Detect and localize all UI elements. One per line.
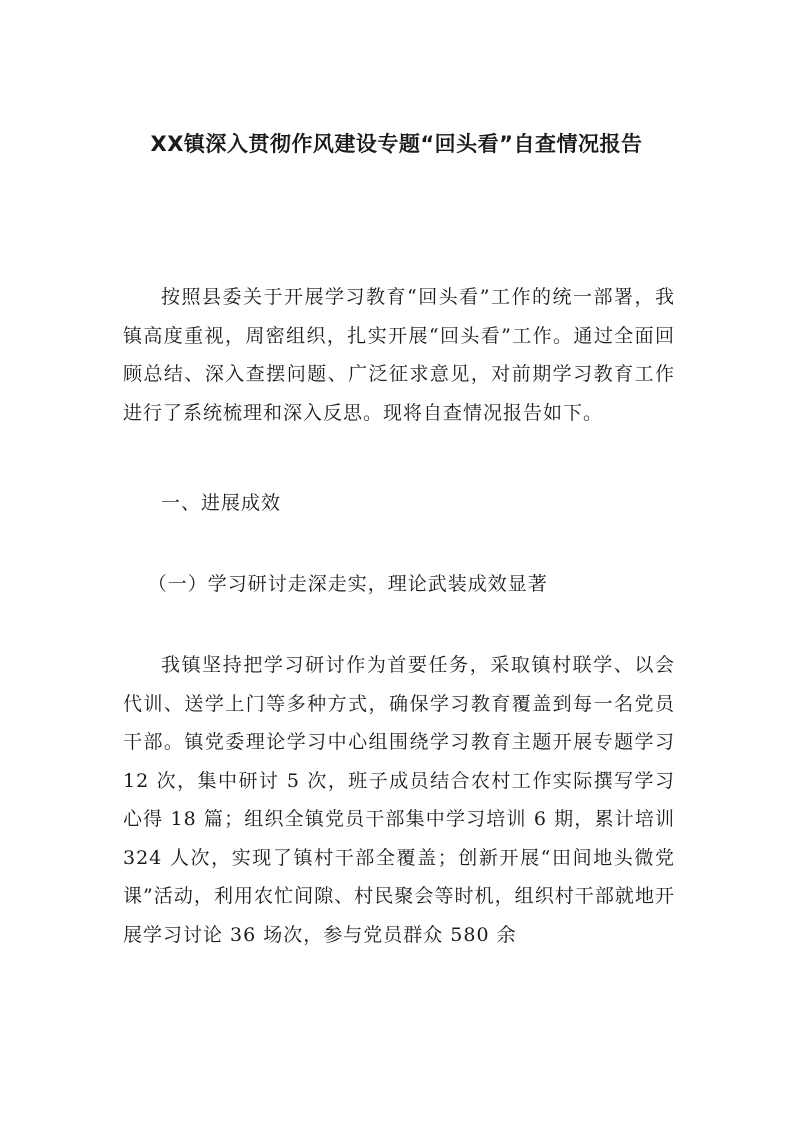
subsection-heading: （一）学习研讨走深走实，理论武装成效显著 (147, 572, 548, 595)
intro-paragraph: 按照县委关于开展学习教育“回头看”工作的统一部署，我镇高度重视，周密组织，扎实开展“回头看”工作。通过全面回顾总结、深入查摆问题、广泛征求意见，对前期学习教育工作进行了系统梳理和深入反思。现将自查情况报告如下。 (123, 286, 675, 424)
body-paragraph: 我镇坚持把学习研讨作为首要任务，采取镇村联学、以会代训、送学上门等多种方式，确保学习教育覆盖到每一名党员干部。镇党委理论学习中心组围绕学习教育主题开展专题学习 12 次，集中研讨 5 次，班子成员结合农村工作实际撰写学习心得 18 篇；组织全镇党员干部集中学习培训 6 期，累计培训 324 人次，实现了镇村干部全覆盖；创新开展“田间地头微党课”活动，利用农忙间隙、村民聚会等时机，组织村干部就地开展学习讨论 36 场次，参与党员群众 580 余 (123, 654, 675, 946)
document-title: XX镇深入贯彻作风建设专题“回头看”自查情况报告 (150, 132, 643, 156)
document-body (123, 278, 675, 954)
section-heading: 一、进展成效 (161, 492, 282, 514)
